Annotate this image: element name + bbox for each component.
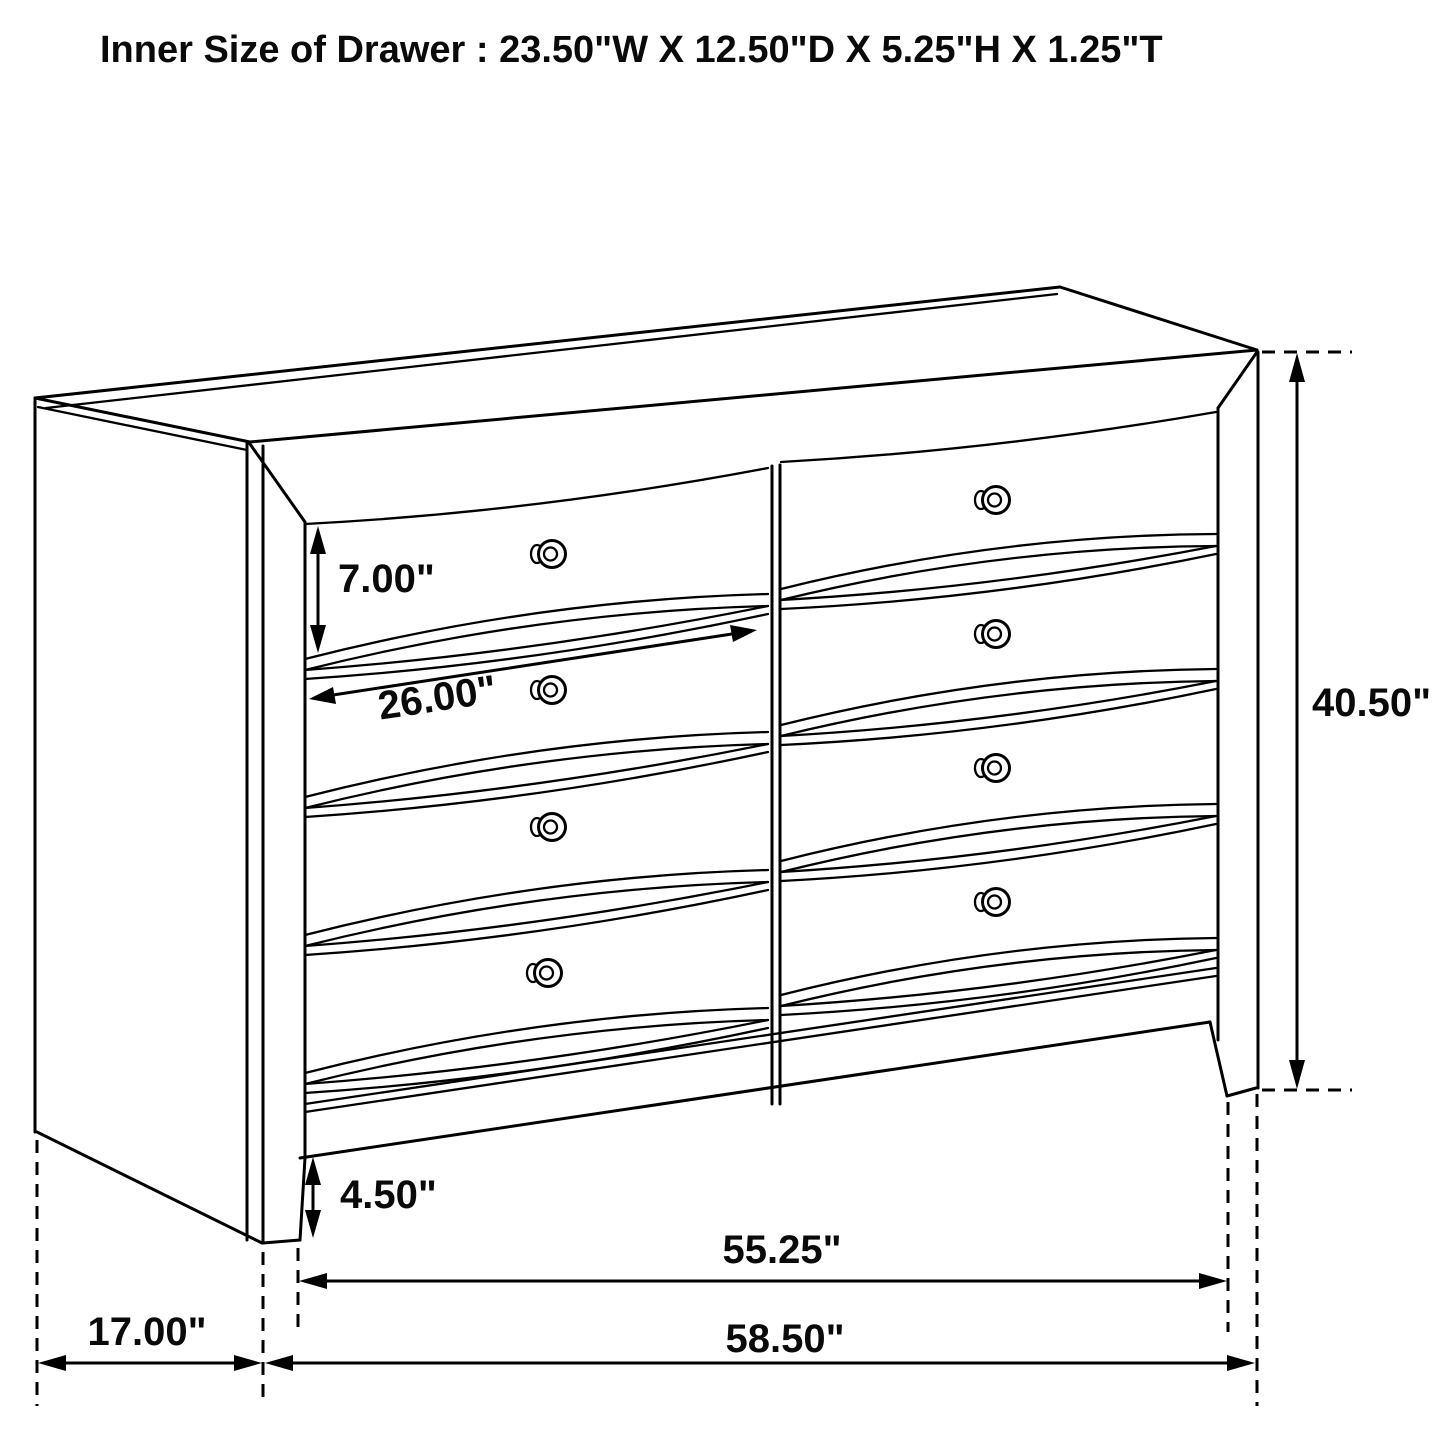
dimension-label-overall-height: 40.50" bbox=[1312, 681, 1432, 725]
knob-icon bbox=[975, 487, 1010, 514]
dimension-depth bbox=[38, 1310, 262, 1371]
knob-icon bbox=[527, 960, 562, 987]
dimension-label-drawer-width: 26.00" bbox=[375, 667, 500, 729]
knob-icon bbox=[975, 889, 1010, 916]
dimension-front-width bbox=[299, 1228, 1227, 1289]
arrowhead-down-icon bbox=[305, 1210, 321, 1238]
dimension-label-depth: 17.00" bbox=[87, 1310, 207, 1354]
knob-icon bbox=[531, 677, 566, 704]
arrowhead-right-icon bbox=[730, 625, 757, 642]
arrowhead-up-icon bbox=[305, 1157, 321, 1185]
dimension-overall-height bbox=[1289, 353, 1431, 1089]
arrowhead-down-icon bbox=[310, 625, 326, 653]
dimension-label-drawer-height: 7.00" bbox=[338, 557, 435, 601]
arrowhead-up-icon bbox=[1289, 353, 1305, 382]
top-face bbox=[35, 287, 1257, 450]
arrowhead-left-icon bbox=[309, 687, 336, 704]
arrowhead-down-icon bbox=[1289, 1060, 1305, 1089]
arrowhead-left-icon bbox=[265, 1355, 293, 1371]
dresser-drawing bbox=[35, 287, 1258, 1243]
page-title: Inner Size of Drawer : 23.50"W X 12.50"D X 5.25"H X 1.25"T bbox=[100, 29, 1163, 71]
dimension-base-height bbox=[305, 1157, 437, 1238]
dimension-overall-width bbox=[265, 1317, 1255, 1371]
left-drawer-separators bbox=[305, 594, 768, 1093]
arrowhead-right-icon bbox=[1227, 1355, 1255, 1371]
dimension-label-base-height: 4.50" bbox=[340, 1173, 437, 1217]
knob-icon bbox=[975, 621, 1010, 648]
dimension-drawer-width bbox=[309, 625, 757, 729]
left-side-panel bbox=[35, 398, 263, 1243]
arrowhead-right-icon bbox=[234, 1355, 262, 1371]
arrowhead-up-icon bbox=[310, 526, 326, 554]
knob-icon bbox=[975, 755, 1010, 782]
dimension-label-overall-width: 58.50" bbox=[725, 1317, 845, 1361]
extension-lines bbox=[37, 352, 1352, 1406]
arrowhead-left-icon bbox=[299, 1273, 327, 1289]
arrowhead-left-icon bbox=[38, 1355, 66, 1371]
knob-icon bbox=[531, 541, 566, 568]
arrowhead-right-icon bbox=[1199, 1273, 1227, 1289]
dimension-label-front-width: 55.25" bbox=[722, 1228, 842, 1272]
knob-icon bbox=[531, 814, 566, 841]
